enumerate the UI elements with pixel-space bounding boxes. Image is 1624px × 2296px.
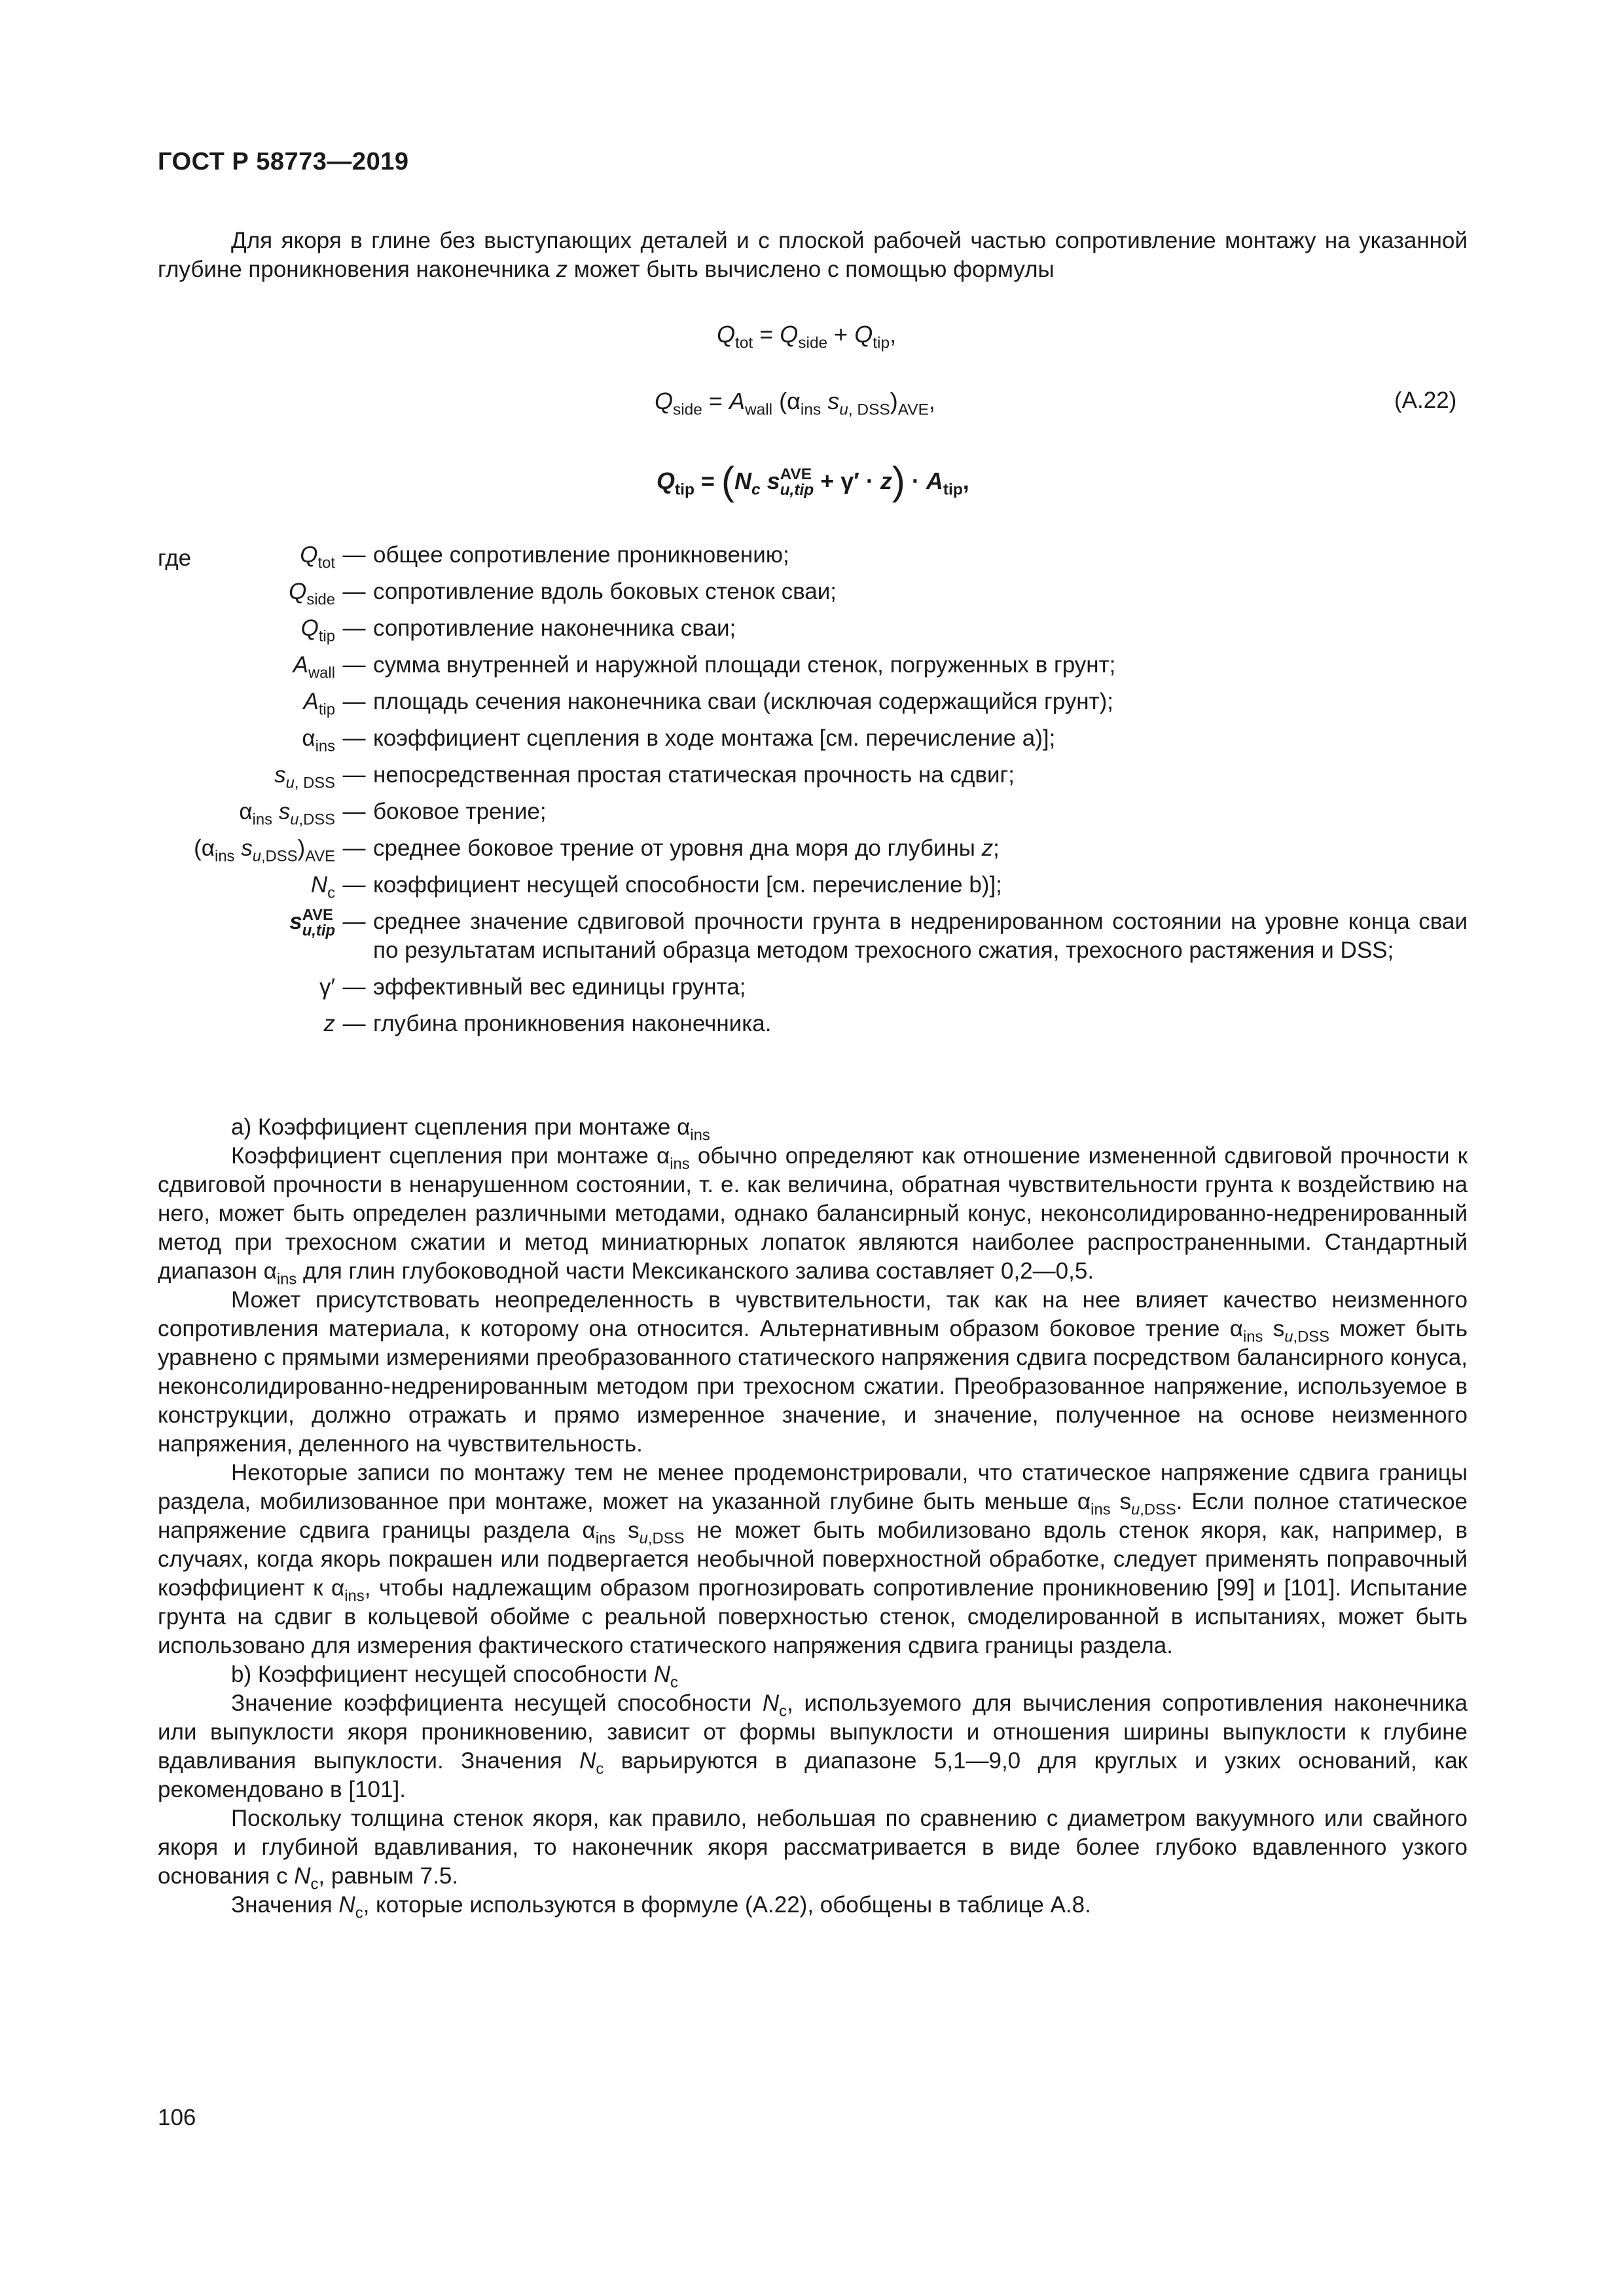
section-b-paragraph-3: Значения $N_c$, которые используются в формуле (A.22), обобщены в таблице A.8. — [231, 1892, 1091, 1922]
definition-row: z — глубина проникновения наконечника. — [323, 1011, 772, 1036]
definition-row: $\alpha_{ins}$ $s_{u,DSS}$ — боковое трение; — [239, 799, 547, 829]
equation-number: (A.22) — [1394, 388, 1457, 413]
section-a-paragraph-3: Некоторые записи по монтажу тем не менее продемонстрировали, что статическое напряжение сдвига границы раздела, мобилизованное при монтаже, может на указанной глубине быть меньше $\alpha_{ins}$ $s_{u,DSS}$. Если полное статическое напряжение сдвига границы раздела $\alpha_{ins}$ $s_{u,DSS}$ не может быть мобилизовано вдоль стенок якоря, как, например, в случаях, когда якорь покрашен или подвергается необычной поверхностной обработке, следует применять поправочный коэффициент к $\alpha_{ins}$, чтобы надлежащим образом прогнозировать сопротивление проникновению [99] и [101]. Испытание грунта на сдвиг в кольцевой обойме с реальной поверхностью стенок, смоделированной в испытаниях, может быть использовано для измерения фактического статического напряжения сдвига границы раздела. — [158, 1460, 1468, 1658]
formula-qtot: $Q_{tot} = Q_{side} + Q_{tip}$, — [717, 321, 897, 352]
definition-row: $Q_{tot}$ — общее сопротивление проникновению; — [300, 542, 789, 572]
definition-row: $Q_{side}$ — сопротивление вдоль боковых стенок сваи; — [289, 579, 837, 609]
definition-row: $A_{tip}$ — площадь сечения наконечника сваи (исключая содержащийся грунт); — [303, 689, 1114, 719]
definitions-list — [158, 541, 1468, 1046]
document-header: ГОСТ Р 58773—2019 — [158, 148, 409, 175]
section-b-paragraph-2: Поскольку толщина стенок якоря, как правило, небольшая по сравнению с диаметром вакуумного или свайного якоря и глубиной вдавливания, то наконечник якоря рассматривается в виде более глубоко вдавленного узкого основания с $N_c$, равным 7.5. — [158, 1806, 1468, 1893]
section-b-paragraph-1: Значение коэффициента несущей способности $N_c$, используемого для вычисления сопротивления наконечника или выпуклости якоря проникновению, зависит от формы выпуклости и отношения ширины выпуклости к глубине вдавливания выпуклости. Значения $N_c$ варьируются в диапазоне 5,1—9,0 для круглых и узких оснований, как рекомендовано в [101]. — [158, 1690, 1468, 1802]
definition-row: ($\alpha_{ins}$ $s_{u,DSS})_{AVE}$ — среднее боковое трение от уровня дна моря до глубины z; — [194, 835, 1000, 866]
section-a-paragraph-1: Коэффициент сцепления при монтаже $\alpha_{ins}$ обычно определяют как отношение измененной сдвиговой прочности к сдвиговой прочности в ненарушенном состоянии, т. е. как величина, обратная чувствительности грунта к воздействию на него, может быть определен различными методами, однако балансирный конус, неконсолидированно-недренированный метод при трехосном сжатии и метод миниатюрных лопаток являются наиболее распространенными. Стандартный диапазон $\alpha_{ins}$ для глин глубоководной части Мексиканского залива составляет 0,2—0,5. — [158, 1143, 1468, 1288]
section-a-paragraph-2: Может присутствовать неопределенность в чувствительности, так как на нее влияет качество неизменного сопротивления материала, к которому она относится. Альтернативным образом боковое трение $\alpha_{ins}$ $s_{u,DSS}$ может быть уравнено с прямыми измерениями преобразованного статического напряжения сдвига посредством балансирного конуса, неконсолидированно-недренированным методом при трехосном сжатии. Преобразованное напряжение, используемое в конструкции, должно отражать и прямо измеренное значение, и значение, полученное на основе неизменного напряжения, деленного на чувствительность. — [158, 1287, 1468, 1457]
section-a-title: а) Коэффициент сцепления при монтаже $\alpha_{ins}$ — [231, 1114, 710, 1144]
formula-qside: $Q_{side} = A_{wall}$ ($\alpha_{ins}$ $s_{u, DSS})_{AVE}$, — [655, 388, 935, 419]
section-a — [158, 1113, 1468, 1920]
section-b-title: b) Коэффициент несущей способности $N_c$ — [231, 1662, 678, 1692]
definition-row: γ′ — эффективный вес единицы грунта; — [319, 974, 746, 1000]
where-label: где — [158, 545, 192, 571]
formula-qtip: $Q_{tip} = (N_c$ s AVE u,tip + $\gamma' \cdot z) \cdot A_{tip}$, — [657, 459, 969, 503]
definition-row: $A_{wall}$ — сумма внутренней и наружной площади стенок, погруженных в грунт; — [293, 652, 1116, 682]
definition-row: $N_c$ — коэффициент несущей способности [см. перечисление b)]; — [310, 872, 1002, 902]
definition-row: $Q_{tip}$ — сопротивление наконечника сваи; — [300, 615, 736, 646]
page-number: 106 — [158, 2105, 196, 2130]
definition-row: $s_{u, DSS}$ — непосредственная простая статическая прочность на сдвиг; — [274, 762, 1015, 792]
definition-row: $\alpha_{ins}$ — коэффициент сцепления в ходе монтажа [см. перечисление а)]; — [302, 725, 1056, 756]
intro-paragraph: Для якоря в глине без выступающих деталей и с плоской рабочей частью сопротивление монтажу на указанной глубине проникновения наконечника z может быть вычислено с помощью формулы — [158, 228, 1468, 282]
definition-row: s AVE u,tip — среднее значение сдвиговой прочности грунта в недренированном состоянии на уровне конца сваи по результатам испытаний образца методом трехосного сжатия, трехосного растяжения и DSS; — [289, 906, 1468, 963]
